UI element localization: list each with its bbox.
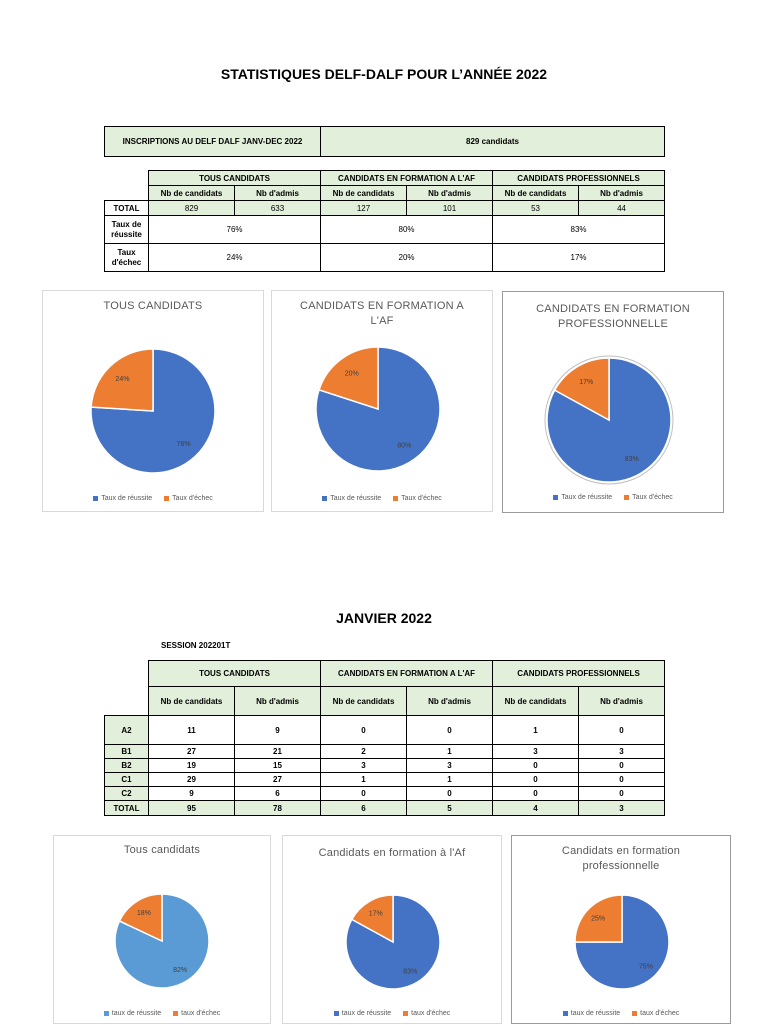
chart-title: Candidats en formation professionnelle [561, 845, 681, 872]
pie-data-label: 82% [173, 967, 188, 975]
legend-item [93, 495, 152, 502]
legend-swatch [104, 1011, 109, 1016]
annual-reussite-label: Taux de réussite [105, 216, 149, 244]
pie-chart [54, 836, 272, 1025]
legend-swatch [632, 1011, 637, 1016]
annual-echec-cell: 24% [149, 244, 321, 272]
page-title: STATISTIQUES DELF-DALF POUR L’ANNÉE 2022 [220, 66, 548, 82]
table-cell: 0 [321, 787, 407, 801]
pie-data-label: 20% [344, 370, 359, 378]
annual-group-header: CANDIDATS PROFESSIONNELS [493, 171, 665, 186]
table-cell: 3 [579, 801, 665, 816]
legend-swatch [403, 1011, 408, 1016]
level-label: C1 [105, 773, 149, 787]
inscriptions-value: 829 candidats [321, 127, 665, 157]
pie-data-label: 83% [624, 455, 639, 463]
table-cell: 27 [235, 773, 321, 787]
session-label: SESSION 202201T [161, 641, 231, 650]
january-chart-formation-af [282, 835, 502, 1024]
annual-total-cell: 829 [149, 201, 235, 216]
table-row [105, 745, 665, 759]
annual-subheader: Nb de candidats [321, 186, 407, 201]
january-subheader: Nb de candidats [321, 687, 407, 716]
legend-label: Taux d'échec [632, 494, 673, 501]
legend-item [403, 1010, 450, 1017]
legend-label: Taux de réussite [561, 494, 613, 501]
legend-label: taux d'échec [640, 1010, 680, 1017]
legend-swatch [164, 496, 169, 501]
table-cell: 0 [407, 716, 493, 745]
annual-group-header: TOUS CANDIDATS [149, 171, 321, 186]
annual-reussite-cell: 80% [321, 216, 493, 244]
pie-data-label: 18% [136, 909, 151, 917]
pie-data-label: 17% [579, 379, 594, 387]
table-cell: 2 [321, 745, 407, 759]
annual-chart-formation-af [271, 290, 493, 512]
annual-reussite-cell: 76% [149, 216, 321, 244]
level-label: A2 [105, 716, 149, 745]
legend-item [624, 494, 673, 501]
annual-subheader: Nb d'admis [579, 186, 665, 201]
chart-legend [54, 1010, 270, 1017]
legend-item [563, 1010, 620, 1017]
table-row [105, 801, 665, 816]
legend-label: Taux de réussite [330, 495, 382, 502]
table-cell: 78 [235, 801, 321, 816]
legend-label: taux de réussite [341, 1010, 392, 1017]
pie-data-label: 17% [368, 910, 383, 918]
legend-swatch [563, 1011, 568, 1016]
table-cell: 0 [493, 787, 579, 801]
legend-item [173, 1010, 220, 1017]
table-cell: 1 [407, 745, 493, 759]
table-cell: 27 [149, 745, 235, 759]
table-cell: 6 [235, 787, 321, 801]
table-cell: 1 [321, 773, 407, 787]
level-label: B2 [105, 759, 149, 773]
january-subheader: Nb de candidats [493, 687, 579, 716]
pie-data-label: 75% [638, 963, 653, 971]
annual-subheader: Nb de candidats [149, 186, 235, 201]
chart-legend [272, 495, 492, 502]
table-cell: 5 [407, 801, 493, 816]
annual-subheader: Nb d'admis [407, 186, 493, 201]
chart-legend [512, 1010, 730, 1017]
legend-item [104, 1010, 161, 1017]
pie-data-label: 24% [115, 375, 130, 383]
table-cell: 11 [149, 716, 235, 745]
legend-label: taux de réussite [570, 1010, 621, 1017]
legend-swatch [553, 495, 558, 500]
table-cell: 1 [493, 716, 579, 745]
table-cell: 6 [321, 801, 407, 816]
table-cell: 0 [493, 773, 579, 787]
table-cell: 4 [493, 801, 579, 816]
legend-label: Taux d'échec [172, 495, 213, 502]
inscriptions-table [104, 126, 665, 157]
pie-chart [272, 291, 494, 513]
table-cell: 3 [321, 759, 407, 773]
level-label: B1 [105, 745, 149, 759]
level-label: TOTAL [105, 801, 149, 816]
annual-total-cell: 127 [321, 201, 407, 216]
annual-reussite-cell: 83% [493, 216, 665, 244]
chart-title: TOUS CANDIDATS [103, 300, 203, 312]
legend-item [393, 495, 442, 502]
table-cell: 0 [579, 716, 665, 745]
annual-group-header: CANDIDATS EN FORMATION A L'AF [321, 171, 493, 186]
annual-subheader: Nb de candidats [493, 186, 579, 201]
legend-item [322, 495, 381, 502]
legend-label: Taux d'échec [401, 495, 442, 502]
table-cell: 95 [149, 801, 235, 816]
pie-chart [43, 291, 265, 513]
annual-echec-label: Taux d'échec [105, 244, 149, 272]
table-cell: 3 [579, 745, 665, 759]
january-group-header: CANDIDATS EN FORMATION A L'AF [321, 661, 493, 687]
table-cell: 19 [149, 759, 235, 773]
chart-title: Tous candidats [123, 844, 201, 856]
chart-title: Candidats en formation à l'Af [318, 847, 466, 859]
pie-chart [503, 292, 725, 514]
legend-swatch [322, 496, 327, 501]
annual-echec-cell: 20% [321, 244, 493, 272]
chart-legend [283, 1010, 501, 1017]
pie-chart [283, 836, 503, 1025]
table-row [105, 787, 665, 801]
legend-swatch [93, 496, 98, 501]
table-cell: 0 [579, 773, 665, 787]
january-group-header: CANDIDATS PROFESSIONNELS [493, 661, 665, 687]
legend-swatch [393, 496, 398, 501]
pie-chart [512, 836, 732, 1025]
table-cell: 9 [149, 787, 235, 801]
annual-chart-tous [42, 290, 264, 512]
table-cell: 29 [149, 773, 235, 787]
pie-data-label: 76% [176, 441, 191, 449]
legend-swatch [334, 1011, 339, 1016]
annual-total-cell: 633 [235, 201, 321, 216]
table-cell: 21 [235, 745, 321, 759]
january-subheader: Nb de candidats [149, 687, 235, 716]
chart-legend [43, 495, 263, 502]
table-row [105, 759, 665, 773]
january-group-header: TOUS CANDIDATS [149, 661, 321, 687]
annual-total-cell: 101 [407, 201, 493, 216]
table-row [105, 716, 665, 745]
table-cell: 0 [407, 787, 493, 801]
january-title: JANVIER 2022 [336, 610, 432, 626]
pie-data-label: 80% [397, 442, 412, 450]
legend-label: taux d'échec [181, 1010, 221, 1017]
january-chart-professionnelle [511, 835, 731, 1024]
table-cell: 9 [235, 716, 321, 745]
annual-chart-professionnelle [502, 291, 724, 513]
january-subheader: Nb d'admis [579, 687, 665, 716]
legend-item [632, 1010, 679, 1017]
legend-label: Taux de réussite [101, 495, 153, 502]
level-label: C2 [105, 787, 149, 801]
table-cell: 0 [579, 759, 665, 773]
annual-subheader: Nb d'admis [235, 186, 321, 201]
january-subheader: Nb d'admis [407, 687, 493, 716]
legend-item [334, 1010, 391, 1017]
chart-title: CANDIDATS EN FORMATION A L'AF [300, 300, 464, 327]
table-cell: 15 [235, 759, 321, 773]
pie-data-label: 83% [403, 968, 418, 976]
pie-data-label: 25% [591, 915, 606, 923]
legend-swatch [173, 1011, 178, 1016]
annual-echec-cell: 17% [493, 244, 665, 272]
annual-total-cell: 53 [493, 201, 579, 216]
annual-total-cell: 44 [579, 201, 665, 216]
legend-swatch [624, 495, 629, 500]
annual-stats-table [104, 170, 665, 272]
table-cell: 3 [407, 759, 493, 773]
legend-item [553, 494, 612, 501]
legend-label: taux d'échec [411, 1010, 451, 1017]
january-chart-tous [53, 835, 271, 1024]
table-cell: 1 [407, 773, 493, 787]
chart-legend [503, 494, 723, 501]
january-table [104, 660, 665, 816]
table-cell: 0 [321, 716, 407, 745]
table-cell: 0 [579, 787, 665, 801]
annual-total-label: TOTAL [105, 201, 149, 216]
legend-item [164, 495, 213, 502]
chart-title: CANDIDATS EN FORMATION PROFESSIONNELLE [536, 303, 690, 330]
table-row [105, 773, 665, 787]
table-cell: 0 [493, 759, 579, 773]
table-cell: 3 [493, 745, 579, 759]
legend-label: taux de réussite [111, 1010, 162, 1017]
january-subheader: Nb d'admis [235, 687, 321, 716]
inscriptions-label: INSCRIPTIONS AU DELF DALF JANV-DEC 2022 [105, 127, 321, 157]
